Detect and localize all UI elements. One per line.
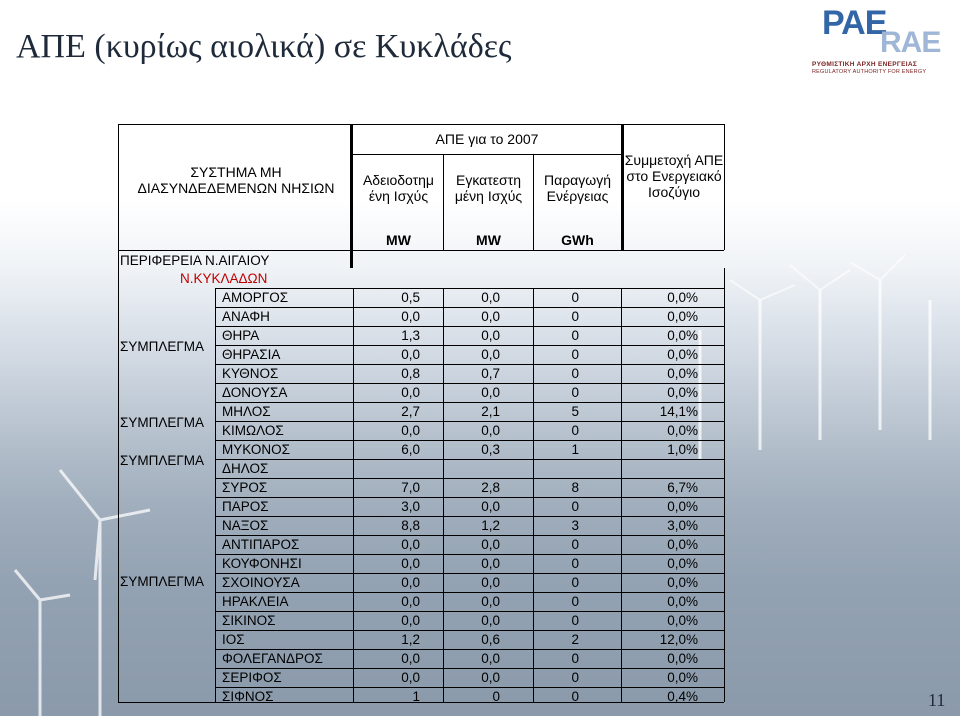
licensed-power: 0,0 xyxy=(401,575,420,590)
res-share: 0,0% xyxy=(667,651,698,666)
installed-power: 0,6 xyxy=(481,632,500,647)
energy-production: 0 xyxy=(571,290,579,305)
complex-label-thira: ΣΥΜΠΛΕΓΜΑ xyxy=(120,339,205,354)
island-name: ΘΗΡΑ xyxy=(222,328,260,343)
page-number: 11 xyxy=(928,690,946,710)
licensed-power: 0,0 xyxy=(401,613,420,628)
licensed-power: 1,2 xyxy=(401,632,420,647)
licensed-power: 8,8 xyxy=(401,518,420,533)
island-name: ΔΟΝΟΥΣΑ xyxy=(222,385,288,400)
slide-title: ΑΠΕ (κυρίως αιολικά) σε Κυκλάδες xyxy=(16,28,512,65)
installed-power: 2,1 xyxy=(481,404,500,419)
energy-production: 0 xyxy=(571,499,579,514)
logo-rae-text: RAE xyxy=(880,26,941,59)
island-name: ΔΗΛΟΣ xyxy=(222,461,269,476)
licensed-power: 0,0 xyxy=(401,385,420,400)
region-label: ΠΕΡΙΦΕΡΕΙΑ Ν.ΑΙΓΑΙΟΥ xyxy=(120,253,270,268)
island-name: ΜΗΛΟΣ xyxy=(222,404,271,419)
island-name: ΗΡΑΚΛΕΙΑ xyxy=(222,594,289,609)
island-name: ΙΟΣ xyxy=(222,632,245,647)
installed-power: 2,8 xyxy=(481,480,500,495)
island-name: ΑΝΑΦΗ xyxy=(222,309,270,324)
licensed-power: 0,0 xyxy=(401,670,420,685)
licensed-power: 0,0 xyxy=(401,347,420,362)
rae-logo xyxy=(808,4,958,76)
energy-production: 0 xyxy=(571,670,579,685)
res-share: 0,0% xyxy=(667,328,698,343)
res-share: 0,0% xyxy=(667,290,698,305)
installed-power: 0,0 xyxy=(481,556,500,571)
col-share-header: Συμμετοχή ΑΠΕ στο Ενεργειακό Ισοζύγιο xyxy=(624,152,724,201)
licensed-power: 1 xyxy=(412,689,420,704)
energy-production: 2 xyxy=(571,632,579,647)
res-share: 0,0% xyxy=(667,385,698,400)
installed-power: 0,0 xyxy=(481,290,500,305)
res-share: 0,0% xyxy=(667,537,698,552)
logo-tagline-greek: ΡΥΘΜΙΣΤΙΚΗ ΑΡΧΗ ΕΝΕΡΓΕΙΑΣ xyxy=(812,61,918,68)
island-name: ΚΙΜΩΛΟΣ xyxy=(222,423,284,438)
energy-production: 0 xyxy=(571,366,579,381)
island-name: ΑΜΟΡΓΟΣ xyxy=(222,290,289,305)
unit-energy: GWh xyxy=(561,232,594,248)
complex-label-mykonos: ΣΥΜΠΛΕΓΜΑ xyxy=(120,453,205,468)
island-name: ΣΥΡΟΣ xyxy=(222,480,268,495)
licensed-power: 0,0 xyxy=(401,309,420,324)
energy-production: 0 xyxy=(571,689,579,704)
licensed-power: 0,0 xyxy=(401,594,420,609)
installed-power: 0,0 xyxy=(481,309,500,324)
group-header: ΑΠΕ για το 2007 xyxy=(435,131,539,147)
installed-power: 0,0 xyxy=(481,347,500,362)
licensed-power: 0,5 xyxy=(401,290,420,305)
energy-production: 0 xyxy=(571,613,579,628)
energy-production: 5 xyxy=(571,404,579,419)
installed-power: 0,0 xyxy=(481,499,500,514)
installed-power: 0,3 xyxy=(481,442,500,457)
installed-power: 0,0 xyxy=(481,575,500,590)
island-name: ΚΟΥΦΟΝΗΣΙ xyxy=(222,556,302,571)
res-share: 1,0% xyxy=(667,442,698,457)
res-share: 0,0% xyxy=(667,309,698,324)
installed-power: 0,7 xyxy=(481,366,500,381)
licensed-power: 0,0 xyxy=(401,537,420,552)
island-name: ΚΥΘΝΟΣ xyxy=(222,366,279,381)
col-energy-header: Παραγωγή Ενέργειας xyxy=(544,172,611,205)
island-name: ΣΧΟΙΝΟΥΣΑ xyxy=(222,575,300,590)
system-header: ΣΥΣΤΗΜΑ ΜΗ ΔΙΑΣΥΝΔΕΔΕΜΕΝΩΝ ΝΗΣΙΩΝ xyxy=(137,164,335,197)
res-share: 0,0% xyxy=(667,594,698,609)
res-share: 0,4% xyxy=(667,689,698,704)
energy-production: 0 xyxy=(571,347,579,362)
res-share: 14,1% xyxy=(659,404,698,419)
licensed-power: 3,0 xyxy=(401,499,420,514)
res-share: 0,0% xyxy=(667,499,698,514)
complex-label-milos: ΣΥΜΠΛΕΓΜΑ xyxy=(120,415,205,430)
res-share: 6,7% xyxy=(667,480,698,495)
energy-production: 3 xyxy=(571,518,579,533)
installed-power: 0,0 xyxy=(481,651,500,666)
col-licensed-header: Αδειοδοτημ ένη Ισχύς xyxy=(362,172,435,205)
installed-power: 0,0 xyxy=(481,328,500,343)
prefecture-label: Ν.ΚΥΚΛΑΔΩΝ xyxy=(180,271,268,286)
licensed-power: 0,8 xyxy=(401,366,420,381)
res-share: 0,0% xyxy=(667,556,698,571)
licensed-power: 2,7 xyxy=(401,404,420,419)
installed-power: 0,0 xyxy=(481,423,500,438)
installed-power: 0,0 xyxy=(481,670,500,685)
unit-installed: MW xyxy=(476,232,501,248)
logo-pae-text: PAE xyxy=(822,4,887,42)
res-share: 0,0% xyxy=(667,670,698,685)
energy-production: 1 xyxy=(571,442,579,457)
energy-production: 0 xyxy=(571,575,579,590)
island-name: ΜΥΚΟΝΟΣ xyxy=(222,442,290,457)
island-name: ΘΗΡΑΣΙΑ xyxy=(222,347,281,362)
res-share: 0,0% xyxy=(667,575,698,590)
island-name: ΣΙΦΝΟΣ xyxy=(222,689,274,704)
energy-production: 0 xyxy=(571,328,579,343)
island-name: ΝΑΞΟΣ xyxy=(222,518,269,533)
energy-production: 0 xyxy=(571,423,579,438)
energy-production: 8 xyxy=(571,480,579,495)
energy-production: 0 xyxy=(571,537,579,552)
col-installed-header: Εγκατεστη μένη Ισχύς xyxy=(454,172,523,205)
energy-production: 0 xyxy=(571,309,579,324)
licensed-power: 0,0 xyxy=(401,651,420,666)
installed-power: 0,0 xyxy=(481,537,500,552)
res-share: 12,0% xyxy=(659,632,698,647)
energy-production: 0 xyxy=(571,594,579,609)
res-share: 0,0% xyxy=(667,366,698,381)
logo-tagline-english: REGULATORY AUTHORITY FOR ENERGY xyxy=(812,69,927,75)
licensed-power: 0,0 xyxy=(401,423,420,438)
installed-power: 1,2 xyxy=(481,518,500,533)
energy-production: 0 xyxy=(571,385,579,400)
island-name: ΑΝΤΙΠΑΡΟΣ xyxy=(222,537,300,552)
island-name: ΠΑΡΟΣ xyxy=(222,499,269,514)
complex-label-naxos: ΣΥΜΠΛΕΓΜΑ xyxy=(120,574,205,589)
licensed-power: 1,3 xyxy=(401,328,420,343)
energy-production: 0 xyxy=(571,651,579,666)
installed-power: 0,0 xyxy=(481,613,500,628)
island-name: ΣΙΚΙΝΟΣ xyxy=(222,613,276,628)
unit-licensed: MW xyxy=(386,232,411,248)
res-share: 3,0% xyxy=(667,518,698,533)
res-share: 0,0% xyxy=(667,347,698,362)
installed-power: 0 xyxy=(492,689,500,704)
energy-production: 0 xyxy=(571,556,579,571)
res-share: 0,0% xyxy=(667,423,698,438)
installed-power: 0,0 xyxy=(481,594,500,609)
licensed-power: 0,0 xyxy=(401,556,420,571)
res-share: 0,0% xyxy=(667,613,698,628)
island-name: ΣΕΡΙΦΟΣ xyxy=(222,670,282,685)
licensed-power: 7,0 xyxy=(401,480,420,495)
licensed-power: 6,0 xyxy=(401,442,420,457)
island-name: ΦΟΛΕΓΑΝΔΡΟΣ xyxy=(222,651,323,666)
installed-power: 0,0 xyxy=(481,385,500,400)
